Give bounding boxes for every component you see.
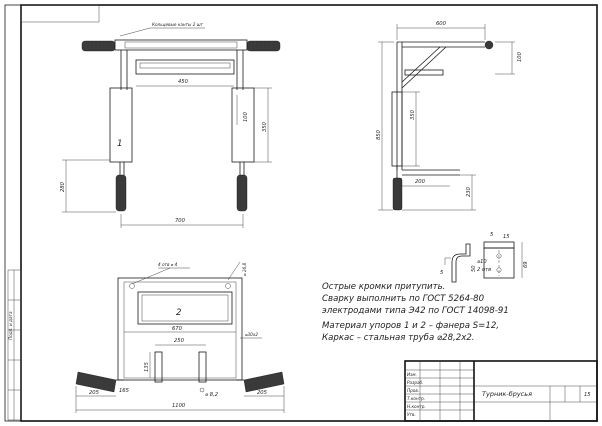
note-line-2: Сварку выполнить по ГОСТ 5264-80 [322, 294, 485, 304]
left-foot-grip [116, 175, 126, 211]
dim-right-205: 205 [257, 390, 267, 396]
leader-note: Кольцевые канты 2 шт [152, 22, 203, 27]
tb-row-2: Разраб. [407, 380, 424, 385]
top-right-grip [244, 372, 284, 392]
outer-frame [5, 5, 597, 421]
tb-row-3: Пров. [407, 388, 420, 393]
dim-bracket-hole: ⌀10 [477, 259, 487, 265]
side-grip [485, 41, 493, 49]
dim-670: 670 [172, 326, 182, 332]
top-left-grip [76, 372, 116, 392]
top-view [76, 262, 284, 413]
front-view [60, 22, 280, 228]
tb-row-6: Утв. [407, 412, 416, 417]
side-view [376, 21, 523, 210]
dim-250: 250 [174, 338, 184, 344]
note-line-3: электродами типа Э42 по ГОСТ 14098-91 [322, 306, 509, 316]
tb-row-4: Т.контр. [407, 396, 426, 401]
pad-left [110, 88, 132, 162]
dim-bracket-a: 5 [440, 270, 444, 276]
tb-row-1: Изм. [407, 372, 417, 377]
dim-bracket-holes: 2 отв [477, 267, 492, 273]
dim-100: 100 [243, 112, 249, 122]
right-grip [247, 41, 280, 51]
dim-tube: ⌀ 26,8 [242, 262, 247, 276]
dim-bracket-15: 15 [503, 234, 510, 240]
holes-note: 4 отв ⌀ 4 [158, 262, 178, 267]
dim-600: 600 [436, 21, 446, 27]
dim-280: 280 [60, 182, 66, 192]
top-part-label: 2 [176, 308, 182, 318]
dim-1100: 1100 [172, 403, 186, 409]
dim-350: 350 [262, 122, 268, 132]
pad-right [232, 88, 254, 162]
left-grip [82, 41, 115, 51]
drawing-title: Турник-брусья [482, 390, 532, 398]
dim-side-100: 100 [517, 52, 523, 62]
dim-850: 850 [376, 130, 382, 140]
note-line-4: Материал упоров 1 и 2 – фанера S=12, [322, 321, 500, 331]
dim-side-350: 350 [410, 110, 416, 120]
inner-frame [21, 5, 597, 421]
sheet-count: 15 [584, 392, 591, 398]
dim-450: 450 [178, 79, 188, 85]
dim-left-205: 205 [89, 390, 99, 396]
left-strip-label: Подп. и дата [8, 311, 13, 340]
pad-part-label: 1 [117, 139, 123, 149]
dim-230: 230 [466, 187, 472, 197]
dim-700: 700 [175, 218, 185, 224]
right-foot-grip [237, 175, 247, 211]
dim-profile: ⌀30x2 [245, 332, 258, 337]
corner-box [21, 5, 99, 22]
dim-135: 135 [144, 362, 150, 372]
bracket-detail [440, 232, 529, 282]
notes [322, 282, 509, 343]
note-line-1: Острые кромки притупить. [322, 282, 446, 292]
tb-row-5: Н.контр. [407, 404, 426, 409]
dim-hole-dia: ⌀ 8,2 [205, 392, 219, 398]
note-line-5: Каркас – стальная труба ⌀28,2х2. [322, 333, 475, 343]
title-block [405, 361, 597, 421]
dim-bracket-69: 69 [523, 261, 529, 268]
side-foot-grip [393, 178, 402, 210]
dim-200: 200 [415, 179, 425, 185]
dim-bracket-5: 5 [490, 232, 494, 238]
left-strip [8, 270, 21, 420]
dim-bracket-50: 50 [471, 265, 477, 272]
dim-165: 165 [119, 388, 129, 394]
